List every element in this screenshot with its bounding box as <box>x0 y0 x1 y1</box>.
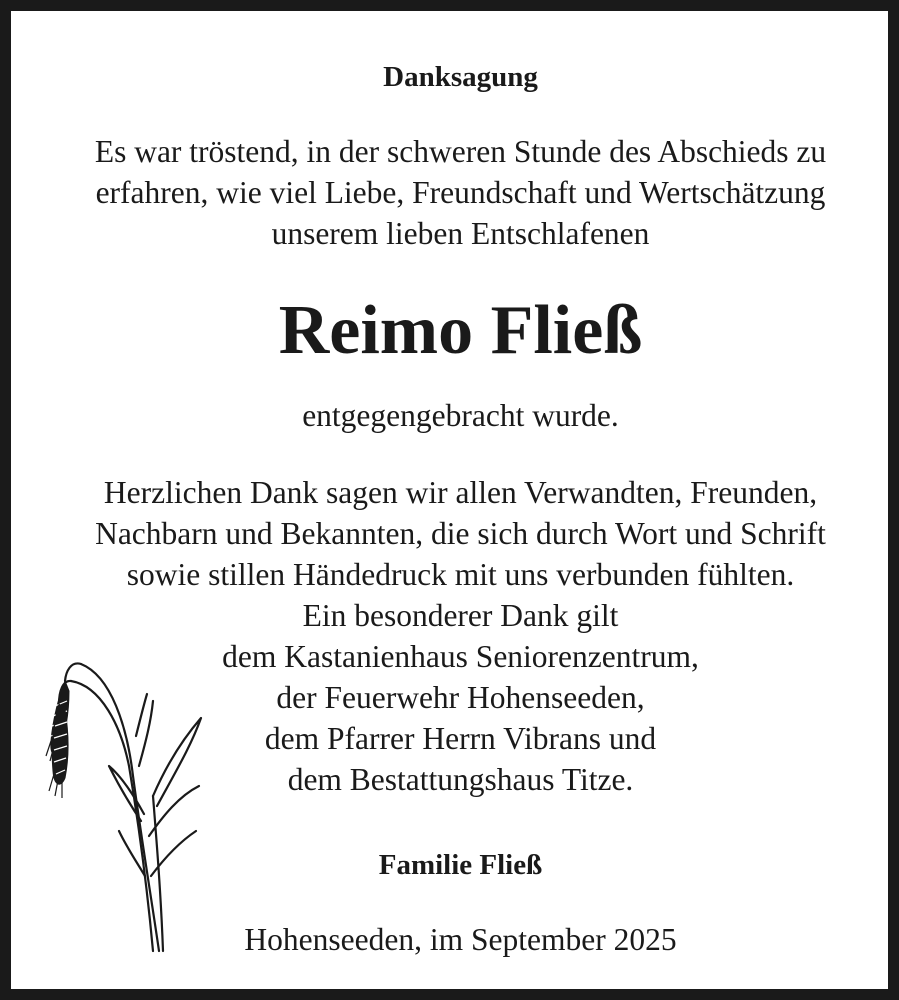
thanks-line: Ein besonderer Dank gilt <box>302 598 619 633</box>
thanks-line: Herzlichen Dank sagen wir allen Verwandten, Freunden, <box>103 475 818 510</box>
grain-stalk-icon <box>41 646 216 956</box>
thanks-line: dem Kastanienhaus Seniorenzentrum, <box>222 639 699 674</box>
thanks-line: sowie stillen Händedruck mit uns verbunden fühlten. <box>126 557 795 592</box>
notice-heading: Danksagung <box>383 61 538 93</box>
thanks-line: der Feuerwehr Hohenseeden, <box>276 680 645 715</box>
intro-paragraph <box>22 131 899 254</box>
thanks-line: dem Bestattungshaus Titze. <box>287 762 634 797</box>
thanks-line: Nachbarn und Bekannten, die sich durch Wort und Schrift <box>95 516 826 551</box>
place-and-date: Hohenseeden, im September 2025 <box>244 922 677 957</box>
after-name-text: entgegengebracht wurde. <box>302 398 619 433</box>
intro-line: Es war tröstend, in der schweren Stunde des Abschieds zu <box>94 134 827 169</box>
intro-line: erfahren, wie viel Liebe, Freundschaft und Wertschätzung <box>95 175 826 210</box>
family-signature: Familie Fließ <box>378 849 543 881</box>
thanks-line: dem Pfarrer Herrn Vibrans und <box>264 721 657 756</box>
intro-line: unserem lieben Entschlafenen <box>271 216 650 251</box>
deceased-name: Reimo Fließ <box>278 292 643 369</box>
